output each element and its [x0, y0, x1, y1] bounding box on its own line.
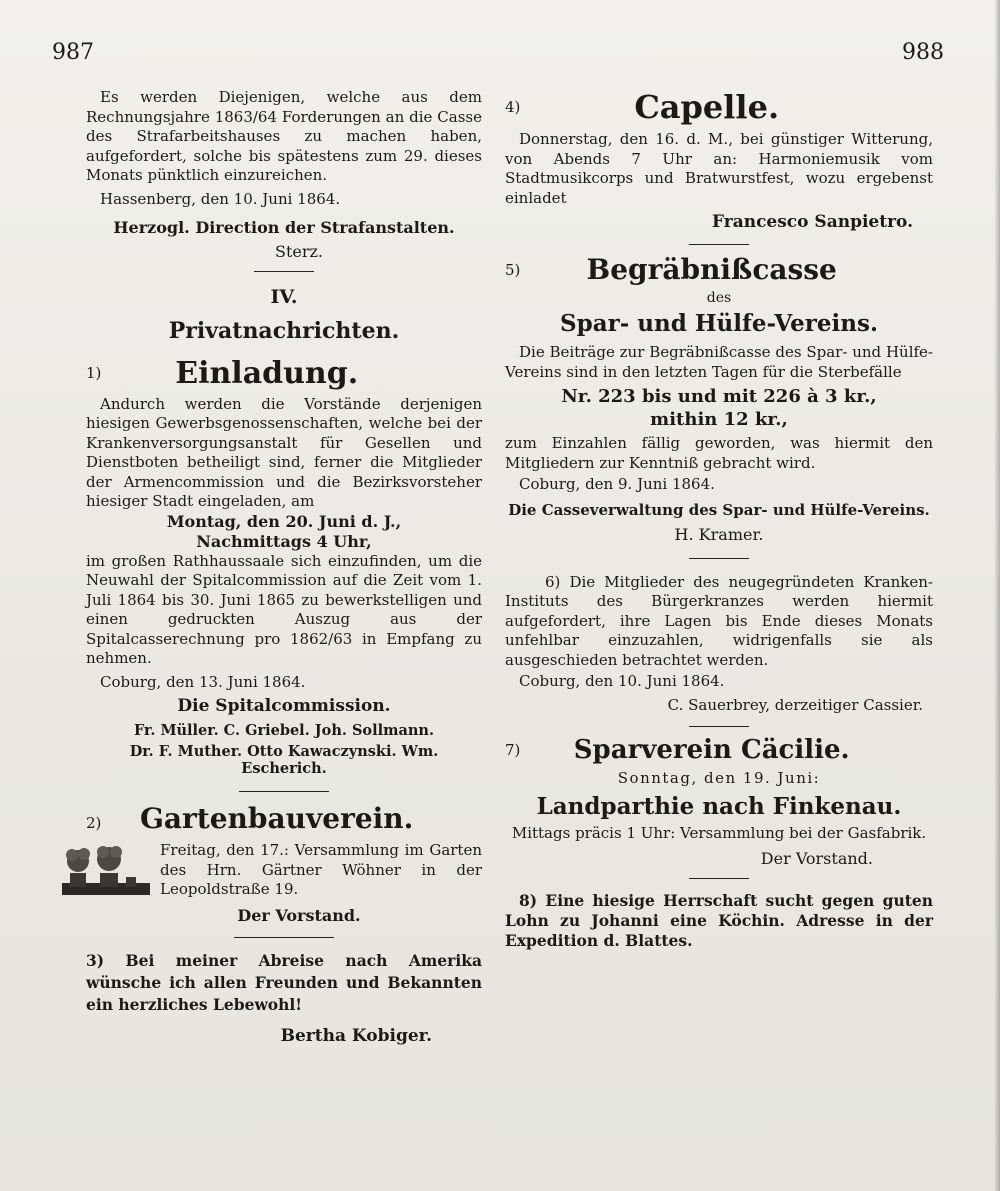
sick-fund-text: 6) Die Mitglieder des neugegründeten Kranken-Instituts des Bürgerkranzes werden hiermit aufgefordert, ihre Lagen bis Ende dieses Monats unfehlbar einzuzahlen, widrigenfalls sie als ausgeschieden betrachtet werden.: [505, 572, 933, 669]
page-number-right: 988: [902, 40, 944, 65]
sick-fund-place-date: Coburg, den 10. Juni 1864.: [519, 672, 725, 690]
burial-fund-total: mithin 12 kr.,: [650, 409, 788, 430]
burial-fund-title: Begräbnißcasse: [586, 253, 837, 286]
garden-club-signer: Der Vorstand.: [237, 905, 361, 925]
burial-fund-numbers: Nr. 223 bis und mit 226 à 3 kr.,: [561, 386, 877, 407]
capelle-heading-row: [505, 88, 933, 126]
treasury-notice-authority: Herzogl. Direction der Strafanstalten.: [113, 217, 455, 237]
invitation-text-continued: im großen Rathhaussaale sich einzufinden, um die Neuwahl der Spitalcommission auf die Zeit vom 1. Juli 1864 bis 30. Juni 1865 zu bewerkstelligen und einen gedruckten Auszug aus der Spitalcasserechnung pro 1862/63 in Empfang zu nehmen.: [86, 551, 482, 667]
treasury-notice-text: Es werden Diejenigen, welche aus dem Rechnungsjahre 1863/64 Forderungen an die Casse des Strafarbeitshauses zu machen haben, aufgefordert, solche bis spätestens zum 29. dieses Monats pünktlich einzureichen.: [86, 88, 482, 184]
farewell-signer: Bertha Kobiger.: [280, 1025, 432, 1046]
cecilia-heading-row: [505, 735, 933, 765]
divider: [689, 726, 749, 727]
item-number: 1): [86, 364, 102, 382]
cook-wanted-text: 8) Eine hiesige Herrschaft sucht gegen guten Lohn zu Johanni eine Köchin. Adresse in der Expedition d. Blattes.: [505, 891, 933, 950]
divider: [234, 937, 334, 938]
page-number-left: 987: [52, 40, 94, 65]
item-number: 2): [86, 813, 102, 832]
cecilia-text: Mittags präcis 1 Uhr: Versammlung bei der Gasfabrik.: [511, 823, 927, 842]
burial-fund-text: Die Beiträge zur Begräbnißcasse des Spar- und Hülfe-Vereins sind in den letzten Tagen für die Sterbefälle: [505, 343, 933, 381]
capelle-signer: Francesco Sanpietro.: [711, 212, 913, 232]
burial-fund-subtitle: Spar- und Hülfe-Vereins.: [560, 310, 878, 337]
item-number: 4): [505, 98, 521, 116]
garden-heading-row: [86, 802, 482, 835]
invitation-text: Andurch werden die Vorstände derjenigen hiesigen Gewerbsgenossenschaften, welche bei der Krankenversorgungsanstalt für Gesellen und Dienstboten betheiligt sind, ferner die Mitglieder der Armencommission und die Bezirksvorsteher hiesiger Stadt eingeladen, am: [86, 394, 482, 510]
divider: [239, 791, 329, 792]
invitation-heading-row: [86, 356, 482, 391]
garden-club-notice: [86, 841, 482, 900]
cecilia-title: Sparverein Cäcilie.: [573, 734, 850, 765]
section-number: IV.: [270, 285, 298, 308]
item-number: 7): [505, 740, 521, 759]
capelle-title: Capelle.: [634, 88, 780, 126]
divider: [689, 558, 749, 559]
invitation-time: Nachmittags 4 Uhr,: [196, 531, 372, 551]
divider: [689, 244, 749, 245]
right-column: [505, 88, 933, 951]
section-title: Privatnachrichten.: [168, 317, 400, 344]
divider: [254, 271, 314, 272]
burial-fund-heading-row: [505, 253, 933, 286]
farewell-text: 3) Bei meiner Abreise nach Amerika wünsche ich allen Freunden und Bekannten ein herzliches Lebewohl!: [86, 950, 482, 1014]
burial-fund-text-continued: zum Einzahlen fällig geworden, was hiermit den Mitgliedern zur Kenntniß gebracht wird.: [505, 434, 933, 472]
invitation-names-1: Fr. Müller. C. Griebel. Joh. Sollmann.: [134, 722, 434, 739]
invitation-names-2: Dr. F. Muther. Otto Kawaczynski. Wm. Escherich.: [129, 743, 439, 777]
page-edge-shadow: [994, 0, 1000, 1191]
left-column: [86, 88, 482, 1046]
garden-club-text: Freitag, den 17.: Versammlung im Garten des Hrn. Gärtner Wöhner in der Leopoldstraße 19.: [160, 841, 482, 898]
item-number: 5): [505, 260, 521, 279]
burial-fund-body: Die Casseverwaltung des Spar- und Hülfe-Vereins.: [508, 500, 930, 519]
treasury-notice-signer: Sterz.: [274, 241, 324, 261]
capelle-text: Donnerstag, den 16. d. M., bei günstiger Witterung, von Abends 7 Uhr an: Harmoniemusik vom Stadtmusikcorps und Bratwurstfest, wozu ergebenst einladet: [505, 130, 933, 207]
treasury-notice-place-date: Hassenberg, den 10. Juni 1864.: [100, 190, 341, 208]
sick-fund-signer: C. Sauerbrey, derzeitiger Cassier.: [667, 695, 923, 714]
divider: [689, 878, 749, 879]
potted-plants-icon: [60, 843, 152, 899]
burial-fund-signer: H. Kramer.: [674, 524, 764, 544]
cecilia-signer: Der Vorstand.: [760, 849, 873, 868]
invitation-body: Die Spitalcommission.: [177, 696, 391, 716]
cecilia-date: Sonntag, den 19. Juni:: [617, 768, 821, 787]
invitation-place-date: Coburg, den 13. Juni 1864.: [100, 672, 306, 691]
burial-fund-place-date: Coburg, den 9. Juni 1864.: [519, 475, 715, 493]
invitation-title: Einladung.: [175, 355, 359, 391]
invitation-date: Montag, den 20. Juni d. J.,: [166, 511, 402, 531]
cecilia-headline: Landparthie nach Finkenau.: [536, 792, 902, 820]
burial-fund-des: des: [706, 290, 732, 306]
garden-club-title: Gartenbauverein.: [140, 802, 414, 835]
